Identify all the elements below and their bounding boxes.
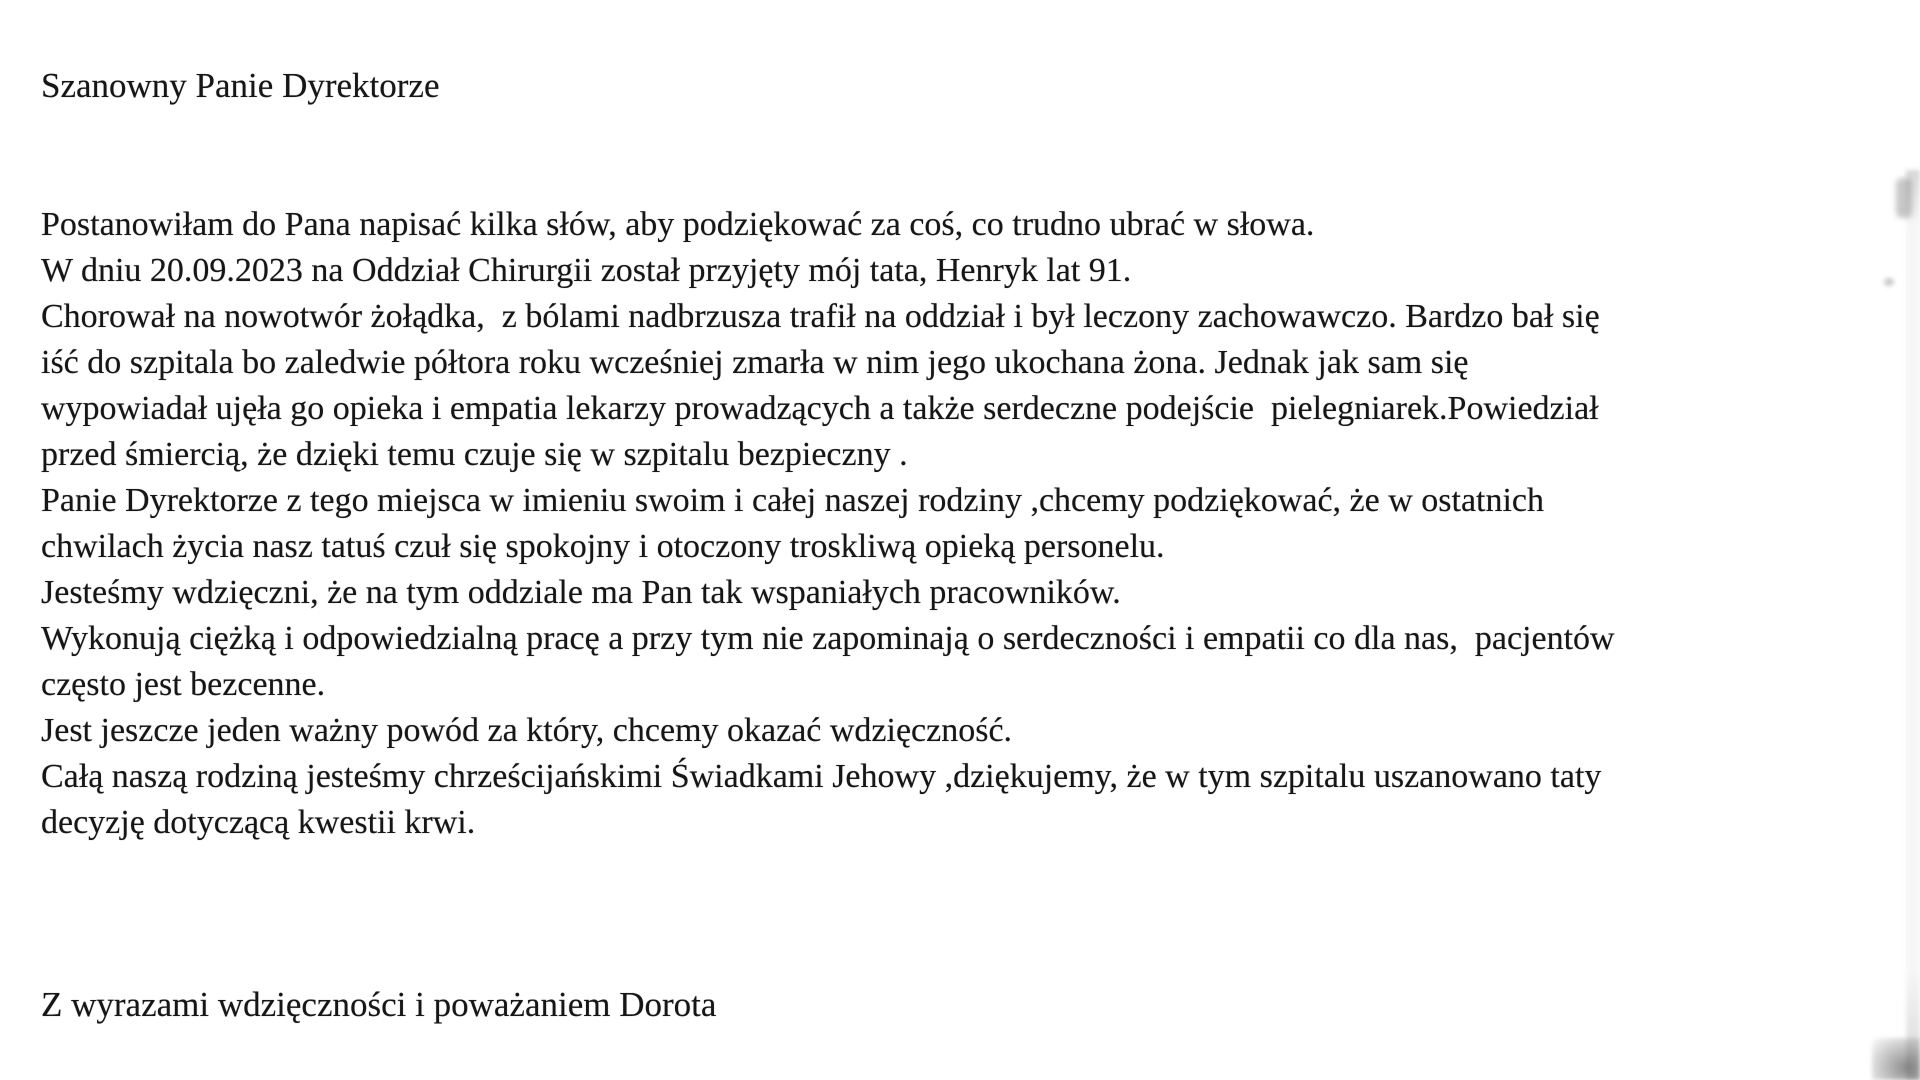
scan-artifact-edge-blob [1896,178,1912,218]
letter-body-line: decyzję dotyczącą kwestii krwi. [41,804,476,841]
scan-artifact-corner-smudge [1872,1038,1920,1080]
letter-body-line: Chorował na nowotwór żołądka, z bólami nadbrzusza trafił na oddział i był leczony zachowawczo. Bardzo bał się [41,298,1600,335]
letter-body [41,202,1901,846]
letter-body-line: wypowiadał ujęła go opieka i empatia lekarzy prowadzących a także serdeczne podejście pielegniarek.Powiedział [41,390,1599,427]
letter-signoff: Z wyrazami wdzięczności i poważaniem Dorota [41,985,717,1024]
letter-body-line: Wykonują ciężką i odpowiedzialną pracę a przy tym nie zapominają o serdeczności i empatii co dla nas, pacjentów [41,620,1615,657]
letter-body-line: Postanowiłam do Pana napisać kilka słów, aby podziękować za coś, co trudno ubrać w słowa. [41,206,1315,243]
letter-body-line: Całą naszą rodziną jesteśmy chrześcijańskimi Świadkami Jehowy ,dziękujemy, że w tym szpitalu uszanowano taty [41,758,1602,795]
letter-body-line: przed śmiercią, że dzięki temu czuje się w szpitalu bezpieczny . [41,436,908,473]
letter-body-line: Jesteśmy wdzięczni, że na tym oddziale ma Pan tak wspaniałych pracowników. [41,574,1121,611]
scan-artifact-speck [1884,278,1894,286]
letter-body-line: iść do szpitala bo zaledwie półtora roku wcześniej zmarła w nim jego ukochana żona. Jednak jak sam się [41,344,1469,381]
letter-body-line: Jest jeszcze jeden ważny powód za który, chcemy okazać wdzięczność. [41,712,1013,749]
letter-body-line: często jest bezcenne. [41,666,326,703]
letter-body-line: W dniu 20.09.2023 na Oddział Chirurgii został przyjęty mój tata, Henryk lat 91. [41,252,1132,289]
scan-artifact-right-edge [1906,170,1920,1080]
letter-body-line: Panie Dyrektorze z tego miejsca w imieniu swoim i całej naszej rodziny ,chcemy podziękować, że w ostatnich [41,482,1545,519]
letter-body-line: chwilach życia nasz tatuś czuł się spokojny i otoczony troskliwą opieką personelu. [41,528,1165,565]
letter-salutation: Szanowny Panie Dyrektorze [41,66,440,105]
